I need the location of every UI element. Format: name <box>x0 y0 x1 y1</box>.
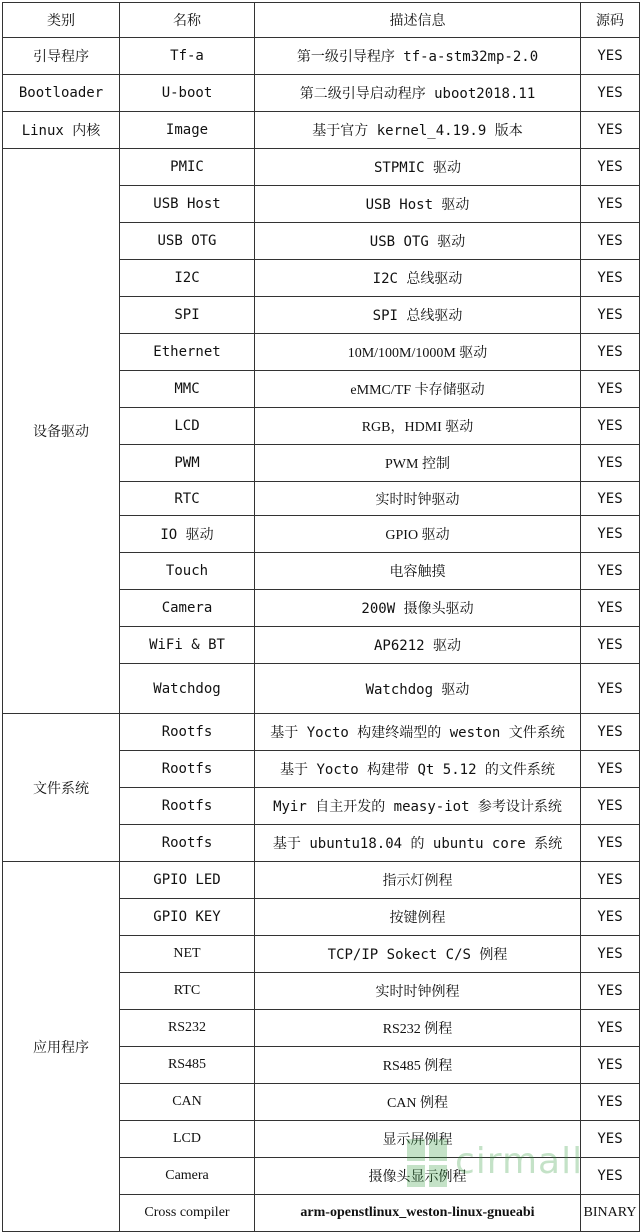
item-desc: USB OTG 驱动 <box>255 223 581 260</box>
item-source: YES <box>581 408 640 445</box>
item-desc: 摄像头显示例程 <box>255 1158 581 1195</box>
item-source: YES <box>581 788 640 825</box>
item-source: YES <box>581 862 640 899</box>
watermark-text: cirmall <box>455 1141 584 1182</box>
item-source: YES <box>581 1121 640 1158</box>
item-source: YES <box>581 223 640 260</box>
item-name: Touch <box>120 553 255 590</box>
item-desc: RS485 例程 <box>255 1047 581 1084</box>
item-desc: 电容触摸 <box>255 553 581 590</box>
item-source: YES <box>581 664 640 714</box>
item-desc: 基于 Yocto 构建终端型的 weston 文件系统 <box>255 714 581 751</box>
item-desc: 实时时钟例程 <box>255 973 581 1010</box>
item-name: U-boot <box>120 75 255 112</box>
item-source: YES <box>581 751 640 788</box>
item-desc: 200W 摄像头驱动 <box>255 590 581 627</box>
item-desc: 显示屏例程 <box>255 1121 581 1158</box>
item-source: YES <box>581 1010 640 1047</box>
item-desc: 指示灯例程 <box>255 862 581 899</box>
group-drivers: 设备驱动 <box>3 149 120 714</box>
table-row <box>3 112 640 149</box>
item-name: USB OTG <box>120 223 255 260</box>
item-source: YES <box>581 149 640 186</box>
item-desc: GPIO 驱动 <box>255 516 581 553</box>
item-name: Image <box>120 112 255 149</box>
item-source: YES <box>581 482 640 516</box>
item-desc: AP6212 驱动 <box>255 627 581 664</box>
group-bootloader-cn: 引导程序 <box>3 38 120 75</box>
item-name: Rootfs <box>120 751 255 788</box>
header-name: 名称 <box>120 3 255 38</box>
item-desc: CAN 例程 <box>255 1084 581 1121</box>
item-source: BINARY <box>581 1195 640 1232</box>
item-source: YES <box>581 714 640 751</box>
item-desc: eMMC/TF 卡存储驱动 <box>255 371 581 408</box>
item-desc: 第一级引导程序 tf-a-stm32mp-2.0 <box>255 38 581 75</box>
item-desc: 10M/100M/1000M 驱动 <box>255 334 581 371</box>
item-desc: RS232 例程 <box>255 1010 581 1047</box>
item-name: RTC <box>120 482 255 516</box>
header-description: 描述信息 <box>255 3 581 38</box>
item-source: YES <box>581 186 640 223</box>
item-source: YES <box>581 371 640 408</box>
item-name: LCD <box>120 408 255 445</box>
item-source: YES <box>581 936 640 973</box>
item-name: PMIC <box>120 149 255 186</box>
item-source: YES <box>581 1158 640 1195</box>
item-name: GPIO KEY <box>120 899 255 936</box>
item-name: Camera <box>120 1158 255 1195</box>
item-desc: USB Host 驱动 <box>255 186 581 223</box>
item-name: Camera <box>120 590 255 627</box>
item-source: YES <box>581 260 640 297</box>
item-name: USB Host <box>120 186 255 223</box>
item-desc: Watchdog 驱动 <box>255 664 581 714</box>
header-source: 源码 <box>581 3 640 38</box>
item-source: YES <box>581 1084 640 1121</box>
item-source: YES <box>581 516 640 553</box>
item-desc: Myir 自主开发的 measy-iot 参考设计系统 <box>255 788 581 825</box>
item-name: I2C <box>120 260 255 297</box>
item-desc: 实时时钟驱动 <box>255 482 581 516</box>
table-row <box>3 75 640 112</box>
item-name: Rootfs <box>120 714 255 751</box>
item-name: PWM <box>120 445 255 482</box>
table-row <box>3 862 640 899</box>
item-source: YES <box>581 112 640 149</box>
item-name: IO 驱动 <box>120 516 255 553</box>
item-desc: SPI 总线驱动 <box>255 297 581 334</box>
table-row <box>3 714 640 751</box>
group-applications: 应用程序 <box>3 862 120 1232</box>
group-filesystem: 文件系统 <box>3 714 120 862</box>
header-category: 类别 <box>3 3 120 38</box>
item-name: SPI <box>120 297 255 334</box>
item-desc: PWM 控制 <box>255 445 581 482</box>
item-name: LCD <box>120 1121 255 1158</box>
item-name: Rootfs <box>120 788 255 825</box>
item-source: YES <box>581 445 640 482</box>
item-source: YES <box>581 899 640 936</box>
item-name: Ethernet <box>120 334 255 371</box>
item-name: WiFi & BT <box>120 627 255 664</box>
item-desc: 基于 ubuntu18.04 的 ubuntu core 系统 <box>255 825 581 862</box>
item-source: YES <box>581 334 640 371</box>
item-desc: arm-openstlinux_weston-linux-gnueabi <box>255 1195 581 1232</box>
item-name: RS485 <box>120 1047 255 1084</box>
item-name: Watchdog <box>120 664 255 714</box>
item-name: CAN <box>120 1084 255 1121</box>
item-name: NET <box>120 936 255 973</box>
item-name: Tf-a <box>120 38 255 75</box>
item-name: Cross compiler <box>120 1195 255 1232</box>
item-desc: 按键例程 <box>255 899 581 936</box>
item-source: YES <box>581 297 640 334</box>
item-desc: 第二级引导启动程序 uboot2018.11 <box>255 75 581 112</box>
software-resource-table <box>2 2 640 1232</box>
item-source: YES <box>581 973 640 1010</box>
item-source: YES <box>581 627 640 664</box>
item-desc: I2C 总线驱动 <box>255 260 581 297</box>
table-row <box>3 38 640 75</box>
item-source: YES <box>581 38 640 75</box>
item-desc: TCP/IP Sokect C/S 例程 <box>255 936 581 973</box>
item-desc: 基于官方 kernel_4.19.9 版本 <box>255 112 581 149</box>
item-source: YES <box>581 75 640 112</box>
group-kernel: Linux 内核 <box>3 112 120 149</box>
item-source: YES <box>581 825 640 862</box>
table-header-row <box>3 3 640 38</box>
item-source: YES <box>581 590 640 627</box>
item-desc: STPMIC 驱动 <box>255 149 581 186</box>
group-bootloader: Bootloader <box>3 75 120 112</box>
item-source: YES <box>581 1047 640 1084</box>
item-name: MMC <box>120 371 255 408</box>
item-desc: RGB，HDMI 驱动 <box>255 408 581 445</box>
item-name: Rootfs <box>120 825 255 862</box>
item-source: YES <box>581 553 640 590</box>
item-name: GPIO LED <box>120 862 255 899</box>
item-name: RTC <box>120 973 255 1010</box>
item-name: RS232 <box>120 1010 255 1047</box>
table-row <box>3 149 640 186</box>
item-desc: 基于 Yocto 构建带 Qt 5.12 的文件系统 <box>255 751 581 788</box>
